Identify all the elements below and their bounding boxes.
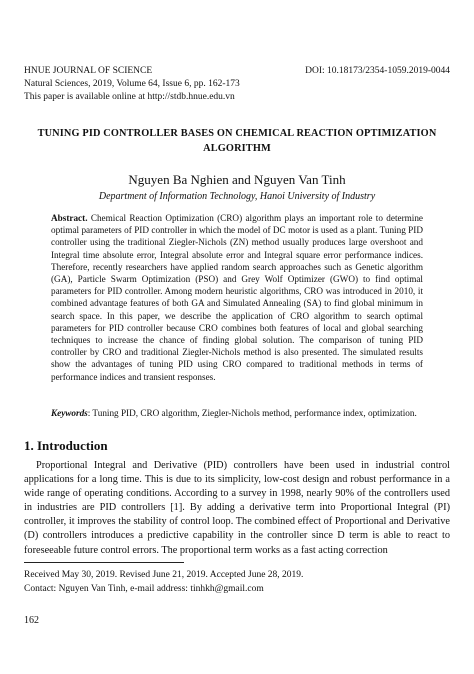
keywords (51, 407, 423, 419)
journal-name: HNUE JOURNAL OF SCIENCE (24, 66, 153, 76)
doi: DOI: 10.18173/2354-1059.2019-0044 (305, 66, 450, 76)
section-heading: 1. Introduction (24, 438, 108, 453)
intro-paragraph: Proportional Integral and Derivative (PID) controllers have been used in industrial control applications for a long time. This is due to its simplicity, low-cost design and robust performance in a wide range of operating conditions. According to a survey in 1998, nearly 90% of the controllers used in industries are PID controllers [1]. By adding a derivative term into Proportional Integral (PI) controller, it improves the stability of control loop. The combined effect of Proportional and Derivative (D) controllers introduces a predictive capability in the controller since D term is able to react to foreseeable future control errors. The proportional term works as a fast acting correction (24, 460, 450, 556)
authors: Nguyen Ba Nghien and Nguyen Van Tinh (128, 172, 346, 187)
abstract (51, 212, 423, 383)
page-number: 162 (24, 615, 39, 626)
citation: Natural Sciences, 2019, Volume 64, Issue 6, pp. 162-173 (24, 79, 240, 89)
footnote-divider (24, 562, 184, 563)
abstract-label: Abstract. (51, 213, 88, 223)
keywords-text: : Tuning PID, CRO algorithm, Ziegler-Nichols method, performance index, optimization. (87, 408, 417, 418)
abstract-text: Chemical Reaction Optimization (CRO) algorithm plays an important role to determine optimal parameters of PID controller in which the model of DC motor is used as a plant. Tuning PID controller using the traditional Ziegler-Nichols (ZN) method usually produces large overshoot and Integral time absolute error, Integral absolute error and Integral square error performance indices. Therefore, recently researchers have applied random search approaches such as Genetic algorithm (GA), Particle Swarm Optimization (PSO) and Grey Wolf Optimizer (GWO) to find optimal parameters for PID controller. Among modern heuristic algorithms, CRO was introduced in 2010, it combined advantage features of both GA and Simulated Annealing (SA) to find global minimum in search space. In this paper, we describe the application of CRO algorithm to search optimal parameters for PID controller because CRO combines both features of local and global searching techniques to increase the chance of finding global solution. The comparison of tuning PID controller by CRO and traditional Ziegler-Nichols method is also presented. The simulated results show the advantages of tuning PID using CRO compared to traditional methods in terms of performance indices and transient responses. (51, 213, 424, 382)
received-dates: Received May 30, 2019. Revised June 21, 2019. Accepted June 28, 2019. (24, 570, 304, 580)
keywords-label: Keywords (51, 408, 88, 418)
availability-note: This paper is available online at http://stdb.hnue.edu.vn (24, 92, 235, 102)
paper-title: TUNING PID CONTROLLER BASES ON CHEMICAL REACTION OPTIMIZATION ALGORITHM (37, 128, 437, 154)
affiliation: Department of Information Technology, Hanoi University of Industry (98, 191, 376, 202)
contact-info: Contact: Nguyen Van Tinh, e-mail address: tinhkh@gmail.com (24, 584, 264, 594)
